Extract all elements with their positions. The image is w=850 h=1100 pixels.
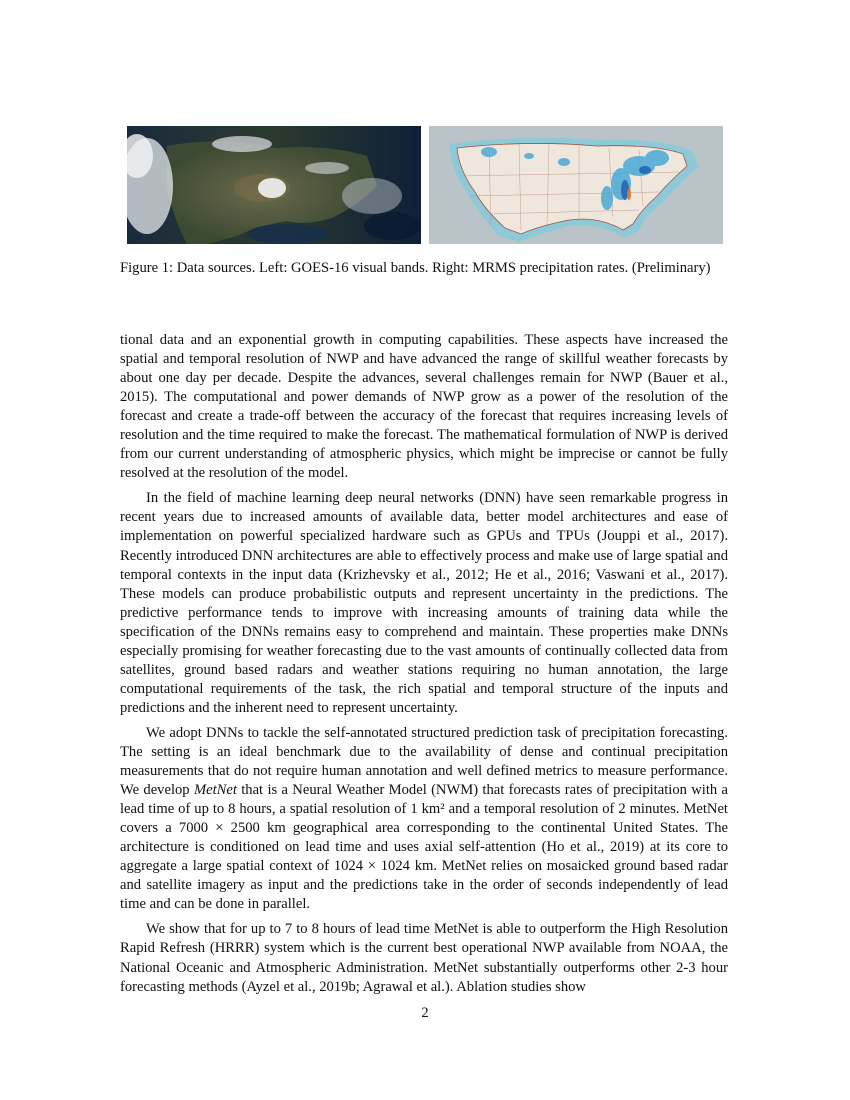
satellite-image — [127, 126, 421, 244]
figure-1 — [127, 126, 723, 244]
body-text — [120, 331, 728, 997]
paragraph-1: tional data and an exponential growth in computing capabilities. These aspects have increased the spatial and temporal resolution of NWP and have advanced the range of skillful weather forecasts by about one day per decade. Despite the advances, several challenges remain for NWP (Bauer et al., 2015). The computational and power demands of NWP grow as a power of the resolution of the forecast and create a trade-off between the accuracy of the forecast that requires increasing levels of resolution and the time required to make the forecast. The mathematical formulation of NWP is derived from our current understanding of atmospheric physics, which might be imprecise or cannot be fully resolved at the resolution of the model. — [120, 332, 728, 482]
paragraph-3-text-b: that is a Neural Weather Model (NWM) that forecasts rates of precipitation with a lead time of up to 8 hours, a spatial resolution of — [120, 782, 728, 818]
figure-caption: Figure 1: Data sources. Left: GOES-16 visual bands. Right: MRMS precipitation rates. (Preliminary) — [120, 260, 711, 276]
page-number: 2 — [421, 1005, 429, 1021]
precipitation-map-image — [429, 126, 723, 244]
paragraph-3 — [120, 724, 728, 914]
paragraph-3-text-e: km. MetNet relies on mosaicked ground based radar and satellite imagery as input and the predictions take in the order of seconds independently of lead time and can be done in parallel. — [120, 858, 729, 913]
paragraph-3-text-d: km geographical area corresponding to the continental United States. The architecture is conditioned on lead time and uses axial self-attention (Ho et al., 2019) at its core to aggregate a large spatial context of — [120, 820, 728, 875]
paragraph-3-text-a: We adopt DNNs to tackle the self-annotated structured prediction task of precipitation forecasting. The setting is an ideal benchmark due to the availability of dense and continual precipitation measurements that do not require human annotation and well defined metrics to measure performance. We develop — [120, 724, 728, 799]
math-area: 7000 × 2500 — [178, 820, 260, 837]
math-context: 1024 × 1024 — [333, 858, 410, 875]
metnet-emphasis: MetNet — [193, 782, 237, 799]
math-resolution: 1 km² — [410, 801, 445, 818]
paragraph-2: In the field of machine learning deep neural networks (DNN) have seen remarkable progress in recent years due to increased amounts of available data, better model architectures and ease of implementation on powerful specialized hardware such as GPUs and TPUs (Jouppi et al., 2017). Recently introduced DNN architectures are able to effectively process and make use of large spatial and temporal contexts in the input data (Krizhevsky et al., 2012; He et al., 2016; Vaswani et al., 2017). These models can produce probabilistic outputs and represent uncertainty in the predictions. The predictive performance tends to improve with increasing amounts of training data while the specification of the DNNs remains easy to comprehend and maintain. These properties make DNNs especially promising for weather forecasting due to the vast amounts of continually collected data from satellites, ground based radars and weather stations requiring no human annotation, the large computational requirements of the task, the rich spatial and temporal structure of the inputs and predictions and the inherent need to represent uncertainty. — [120, 490, 728, 716]
paragraph-3-text-c: and a temporal resolution of 2 minutes. MetNet covers a — [120, 801, 728, 837]
paragraph-4: We show that for up to 7 to 8 hours of lead time MetNet is able to outperform the High Resolution Rapid Refresh (HRRR) system which is the current best operational NWP available from NOAA, the National Oceanic and Atmospheric Administration. MetNet substantially outperforms other 2-3 hour forecasting methods (Ayzel et al., 2019b; Agrawal et al.). Ablation studies show — [120, 921, 728, 995]
